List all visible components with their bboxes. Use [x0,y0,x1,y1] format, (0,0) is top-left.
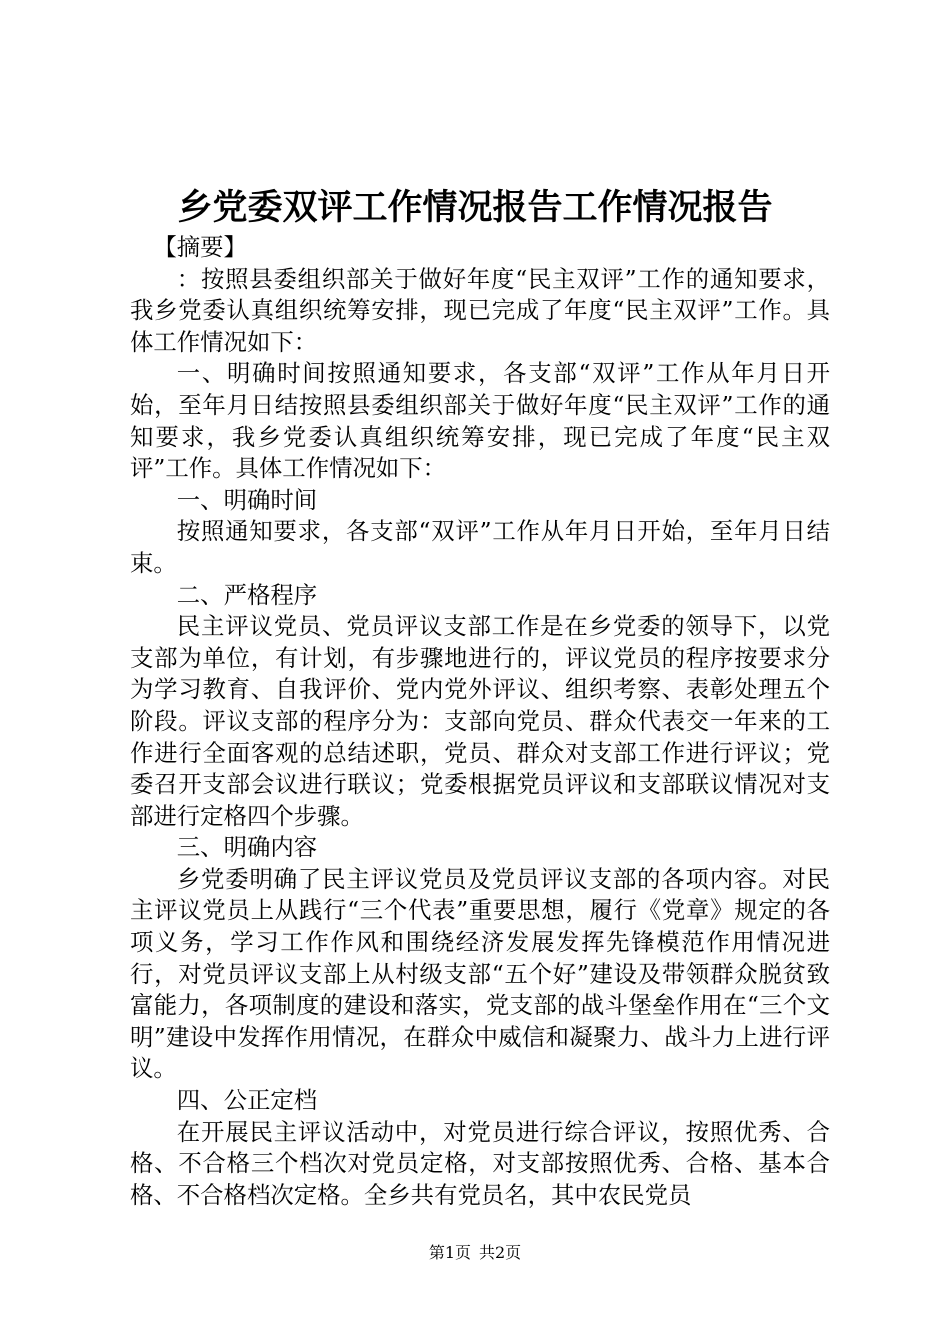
abstract-label: 【摘要】 [153,233,247,261]
paragraph-intro: ：按照县委组织部关于做好年度“民主双评”工作的通知要求，我乡党委认真组织统筹安排，现已完成了年度“民主双评”工作。具体工作情况如下： [130,264,830,356]
paragraph-section-1: 按照通知要求，各支部“双评”工作从年月日开始，至年月日结束。 [130,517,830,577]
heading-section-3: 三、明确内容 [176,833,318,862]
page-footer [0,1243,950,1263]
page-total: 共2页 [479,1243,522,1262]
heading-section-1: 一、明确时间 [176,485,318,514]
paragraph-section-1-combined: 一、明确时间按照通知要求，各支部“双评”工作从年月日开始，至年月日结按照县委组织部关于做好年度“民主双评”工作的通知要求，我乡党委认真组织统筹安排，现已完成了年度“民主双评”工作。具体工作情况如下： [130,359,830,483]
document-title: 乡党委双评工作情况报告工作情况报告 [177,187,773,228]
document-body [130,232,830,1211]
paragraph-section-2: 民主评议党员、党员评议支部工作是在乡党委的领导下，以党支部为单位，有计划，有步骤地进行的，评议党员的程序按要求分为学习教育、自我评价、党内党外评议、组织考察、表彰处理五个阶段。评议支部的程序分为：支部向党员、群众代表交一年来的工作进行全面客观的总结述职，党员、群众对支部工作进行评议；党委召开支部会议进行联议；党委根据党员评议和支部联议情况对支部进行定格四个步骤。 [130,612,830,830]
page-number: 第1页 [428,1243,471,1262]
paragraph-section-3: 乡党委明确了民主评议党员及党员评议支部的各项内容。对民主评议党员上从践行“三个代表”重要思想，履行《党章》规定的各项义务，学习工作作风和围绕经济发展发挥先锋模范作用情况进行，对党员评议支部上从村级支部“五个好”建设及带领群众脱贫致富能力，各项制度的建设和落实，党支部的战斗堡垒作用在“三个文明”建设中发挥作用情况，在群众中威信和凝聚力、战斗力上进行评议。 [130,864,830,1083]
heading-section-4: 四、公正定档 [176,1086,318,1115]
paragraph-section-4: 在开展民主评议活动中，对党员进行综合评议，按照优秀、合格、不合格三个档次对党员定格，对支部按照优秀、合格、基本合格、不合格档次定格。全乡共有党员名，其中农民党员 [130,1117,830,1209]
heading-section-2: 二、严格程序 [176,580,318,609]
